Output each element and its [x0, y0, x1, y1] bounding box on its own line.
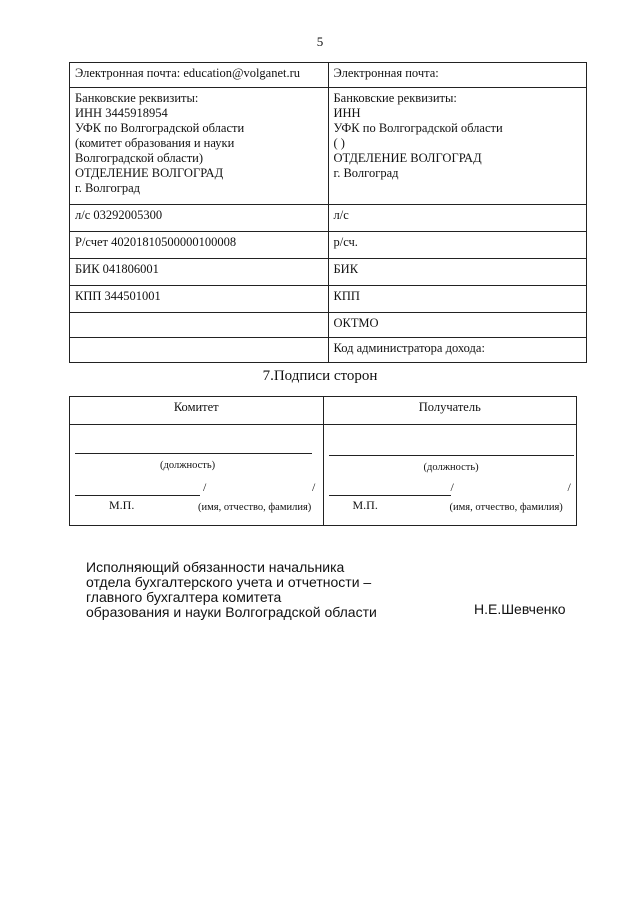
signer-title-line: Исполняющий обязанности начальника — [86, 559, 345, 575]
section-title: 7.Подписи сторон — [262, 368, 378, 384]
table-row — [70, 232, 587, 259]
table-cell: л/с 03292005300 — [70, 205, 329, 232]
signature-line — [75, 495, 200, 496]
signer-title-line: образования и науки Волгоградской области — [86, 604, 377, 620]
slash-separator: / — [203, 480, 207, 494]
requisites-table — [69, 62, 587, 363]
position-line — [329, 455, 574, 456]
table-row — [70, 259, 587, 286]
signer-title-line: отдела бухгалтерского учета и отчетности – — [86, 574, 372, 590]
table-cell: ОКТМО — [328, 313, 587, 338]
table-row — [70, 338, 587, 363]
table-row — [70, 205, 587, 232]
table-row — [70, 397, 577, 425]
stamp-label: М.П. — [352, 498, 378, 512]
signer-name: Н.Е.Шевченко — [474, 601, 566, 617]
table-cell: КПП — [328, 286, 587, 313]
slash-separator: / — [450, 480, 454, 494]
table-cell: Р/счет 40201810500000100008 — [70, 232, 329, 259]
table-cell — [70, 313, 329, 338]
table-cell — [70, 338, 329, 363]
table-row — [70, 313, 587, 338]
table-cell: Банковские реквизиты: ИНН 3445918954 УФК по Волгоградской области (комитет образования и науки Волгоградской области) ОТДЕЛЕНИЕ ВОЛГОГРАД г. Волгоград — [70, 88, 329, 205]
signatures-table — [69, 396, 577, 526]
full-name-label: (имя, отчество, фамилия) — [449, 502, 563, 513]
table-cell: р/сч. — [328, 232, 587, 259]
signature-line — [329, 495, 451, 496]
table-cell: Банковские реквизиты: ИНН УФК по Волгоградской области ( ) ОТДЕЛЕНИЕ ВОЛГОГРАД г. Волгоград — [328, 88, 587, 205]
committee-signature-block — [70, 425, 324, 526]
full-name-label: (имя, отчество, фамилия) — [198, 502, 312, 513]
table-row — [70, 425, 577, 526]
signer-title-line: главного бухгалтера комитета — [86, 589, 282, 605]
table-row — [70, 286, 587, 313]
position-label: (должность) — [423, 462, 479, 473]
table-row — [70, 63, 587, 88]
table-cell: Код администратора дохода: — [328, 338, 587, 363]
table-cell: Электронная почта: — [328, 63, 587, 88]
table-cell: БИК 041806001 — [70, 259, 329, 286]
position-label: (должность) — [160, 460, 216, 471]
table-cell: КПП 344501001 — [70, 286, 329, 313]
signer-title — [86, 560, 377, 620]
slash-separator: / — [312, 480, 316, 494]
recipient-signature-block — [323, 425, 577, 526]
table-cell: л/с — [328, 205, 587, 232]
page-number: 5 — [316, 34, 324, 49]
table-row — [70, 88, 587, 205]
table-cell: Электронная почта: education@volganet.ru — [70, 63, 329, 88]
stamp-label: М.П. — [109, 498, 135, 512]
table-cell: БИК — [328, 259, 587, 286]
position-line — [75, 453, 312, 454]
slash-separator: / — [567, 480, 571, 494]
committee-header: Комитет — [70, 397, 324, 425]
recipient-header: Получатель — [323, 397, 577, 425]
